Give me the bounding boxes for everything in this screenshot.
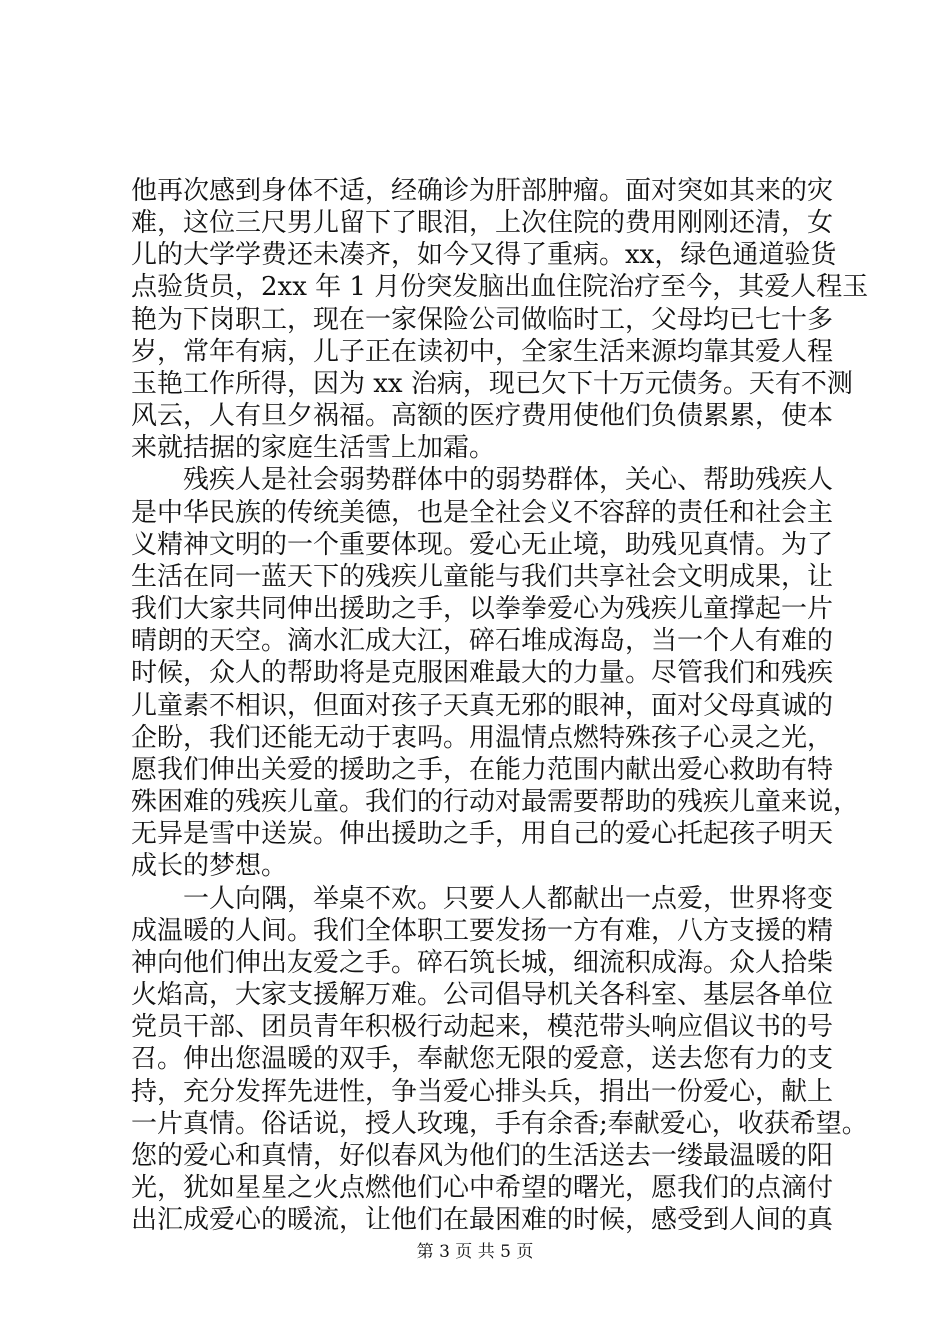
text-line: 一人向隅，举桌不欢。只要人人都献出一点爱，世界将变 bbox=[183, 884, 834, 914]
text-line: 无异是雪中送炭。伸出援助之手，用自己的爱心托起孩子明天 bbox=[131, 819, 834, 849]
text-line: 他再次感到身体不适，经确诊为肝部肿瘤。面对突如其来的灾 bbox=[131, 176, 834, 206]
text-line: 火焰高，大家支援解万难。公司倡导机关各科室、基层各单位 bbox=[131, 980, 834, 1010]
text-line: 企盼，我们还能无动于衷吗。用温情点燃特殊孩子心灵之光， bbox=[131, 723, 834, 753]
text-line: 来就拮据的家庭生活雪上加霜。 bbox=[131, 433, 496, 463]
text-line: 艳为下岗职工，现在一家保险公司做临时工，父母均已七十多 bbox=[131, 305, 834, 335]
text-line: 一片真情。俗话说，授人玫瑰，手有余香;奉献爱心，收获希望。 bbox=[131, 1109, 868, 1139]
text-line: 持，充分发挥先进性，争当爱心排头兵，捐出一份爱心，献上 bbox=[131, 1077, 834, 1107]
text-line: 殊困难的残疾儿童。我们的行动对最需要帮助的残疾儿童来说， bbox=[131, 787, 860, 817]
text-line: 我们大家共同伸出援助之手，以拳拳爱心为残疾儿童撑起一片 bbox=[131, 594, 834, 624]
text-line: 晴朗的天空。滴水汇成大江，碎石堆成海岛，当一个人有难的 bbox=[131, 626, 834, 656]
text-line: 点验货员，2xx 年 1 月份突发脑出血住院治疗至今，其爱人程玉 bbox=[131, 272, 869, 302]
text-line: 您的爱心和真情，好似春风为他们的生活送去一缕最温暖的阳 bbox=[131, 1141, 834, 1171]
text-line: 召。伸出您温暖的双手，奉献您无限的爱意，送去您有力的支 bbox=[131, 1044, 834, 1074]
text-line: 愿我们伸出关爱的援助之手，在能力范围内献出爱心救助有特 bbox=[131, 755, 834, 785]
text-line: 党员干部、团员青年积极行动起来，模范带头响应倡议书的号 bbox=[131, 1012, 834, 1042]
text-line: 难，这位三尺男儿留下了眼泪，上次住院的费用刚刚还清，女 bbox=[131, 208, 834, 238]
page-footer: 第 3 页 共 5 页 bbox=[416, 1242, 534, 1262]
text-line: 儿的大学学费还未凑齐，如今又得了重病。xx，绿色通道验货 bbox=[131, 240, 837, 270]
text-line: 残疾人是社会弱势群体中的弱势群体，关心、帮助残疾人 bbox=[183, 465, 834, 495]
text-line: 风云，人有旦夕祸福。高额的医疗费用使他们负债累累，使本 bbox=[131, 401, 834, 431]
text-line: 成温暖的人间。我们全体职工要发扬一方有难，八方支援的精 bbox=[131, 916, 834, 946]
text-line: 光，犹如星星之火点燃他们心中希望的曙光，愿我们的点滴付 bbox=[131, 1173, 834, 1203]
text-line: 生活在同一蓝天下的残疾儿童能与我们共享社会文明成果，让 bbox=[131, 562, 834, 592]
text-line: 时候，众人的帮助将是克服困难最大的力量。尽管我们和残疾 bbox=[131, 658, 834, 688]
text-line: 成长的梦想。 bbox=[131, 851, 288, 881]
text-line: 神向他们伸出友爱之手。碎石筑长城，细流积成海。众人拾柴 bbox=[131, 948, 834, 978]
text-line: 义精神文明的一个重要体现。爱心无止境，助残见真情。为了 bbox=[131, 530, 834, 560]
text-line: 岁，常年有病，儿子正在读初中，全家生活来源均靠其爱人程 bbox=[131, 337, 834, 367]
text-line: 玉艳工作所得，因为 xx 治病，现已欠下十万元债务。天有不测 bbox=[131, 369, 853, 399]
text-line: 出汇成爱心的暖流，让他们在最困难的时候，感受到人间的真 bbox=[131, 1205, 834, 1235]
text-line: 是中华民族的传统美德，也是全社会义不容辞的责任和社会主 bbox=[131, 498, 834, 528]
text-line: 儿童素不相识，但面对孩子天真无邪的眼神，面对父母真诚的 bbox=[131, 691, 834, 721]
